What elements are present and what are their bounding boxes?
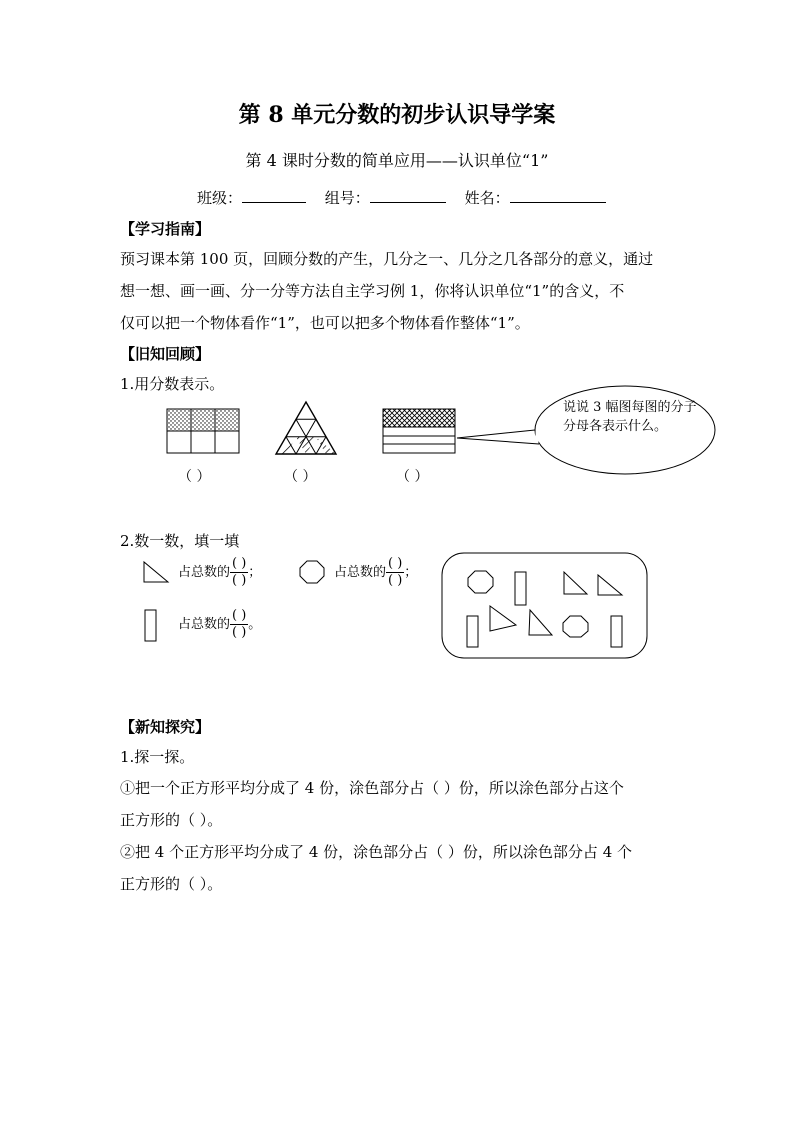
occupy-text-octagon: 占总数的 xyxy=(334,565,387,580)
answer-paren-2[interactable]: （ ） xyxy=(284,469,317,485)
right-triangle-icon xyxy=(142,560,170,584)
group-label: 组号： xyxy=(324,189,370,207)
guide-line-2: 想一想、画一画、分一分等方法自主学习例 1，你将认识单位“1”的含义，不 xyxy=(120,282,625,300)
review-q1: 1.用分数表示。 xyxy=(120,375,225,393)
octagon-shape-2 xyxy=(563,616,588,637)
shapes-box xyxy=(440,551,650,661)
octagon-shape-1 xyxy=(468,571,493,593)
explore-q1: 1.探一探。 xyxy=(120,748,195,766)
octagon-icon xyxy=(298,559,326,585)
review-heading: 【旧知回顾】 xyxy=(120,345,211,363)
answer-paren-3[interactable]: （ ） xyxy=(396,469,429,485)
page-title: 第 8 单元分数的初步认识导学案 xyxy=(238,102,556,128)
name-blank[interactable] xyxy=(510,188,606,203)
lesson-subtitle: 第 4 课时分数的简单应用——认识单位“1” xyxy=(245,151,549,170)
rectangle-icon xyxy=(143,608,159,644)
fraction-rectangle[interactable]: $\frac{( )}{( )}$ xyxy=(232,608,247,640)
guide-heading: 【学习指南】 xyxy=(120,220,211,238)
rect-shape-3 xyxy=(611,616,622,647)
triangle-shape-2 xyxy=(598,575,622,595)
figure-rect-grid xyxy=(166,408,242,456)
explore-line-1: ①把一个正方形平均分成了 4 份，涂色部分占（ ）份，所以涂色部分占这个 xyxy=(120,779,624,797)
class-label: 班级： xyxy=(197,189,243,207)
figure-strip xyxy=(382,408,458,456)
triangle-shape-3 xyxy=(490,606,516,631)
triangle-shape-1 xyxy=(564,572,587,594)
class-blank[interactable] xyxy=(242,188,306,203)
review-q2: 2.数一数，填一填 xyxy=(120,532,240,550)
guide-line-3: 仅可以把一个物体看作“1”，也可以把多个物体看作整体“1”。 xyxy=(120,314,530,332)
fraction-octagon[interactable]: $\frac{( )}{( )}$ xyxy=(388,556,403,588)
explore-line-4: 正方形的（ ）。 xyxy=(120,875,223,893)
explore-line-2: 正方形的（ ）。 xyxy=(120,811,223,829)
group-blank[interactable] xyxy=(370,188,446,203)
occupy-text-rectangle: 占总数的 xyxy=(178,617,231,632)
count-octagon: 占总数的 $\frac{( )}{( )}$ ； xyxy=(334,556,418,588)
guide-line-1: 预习课本第 100 页，回顾分数的产生，几分之一、几分之几各部分的意义，通过 xyxy=(120,250,654,268)
triangle-shape-4 xyxy=(529,610,552,635)
explore-heading: 【新知探究】 xyxy=(120,718,211,736)
bubble-text: 说说 3 幅图每图的分子分母各表示什么。 xyxy=(563,400,697,434)
count-rectangle: 占总数的 $\frac{( )}{( )}$ 。 xyxy=(178,608,262,640)
fraction-triangle[interactable]: $\frac{( )}{( )}$ xyxy=(232,556,247,588)
occupy-text-triangle: 占总数的 xyxy=(178,565,231,580)
answer-paren-1[interactable]: （ ） xyxy=(178,469,211,485)
student-info-row xyxy=(197,187,620,208)
figure-triangle xyxy=(272,400,342,458)
count-triangle: 占总数的 $\frac{( )}{( )}$ ； xyxy=(178,556,262,588)
name-label: 姓名： xyxy=(464,189,510,207)
rect-shape-2 xyxy=(467,616,478,647)
explore-line-3: ②把 4 个正方形平均分成了 4 份，涂色部分占（ ）份，所以涂色部分占 4 个 xyxy=(120,843,633,861)
rect-shape-1 xyxy=(515,572,526,605)
